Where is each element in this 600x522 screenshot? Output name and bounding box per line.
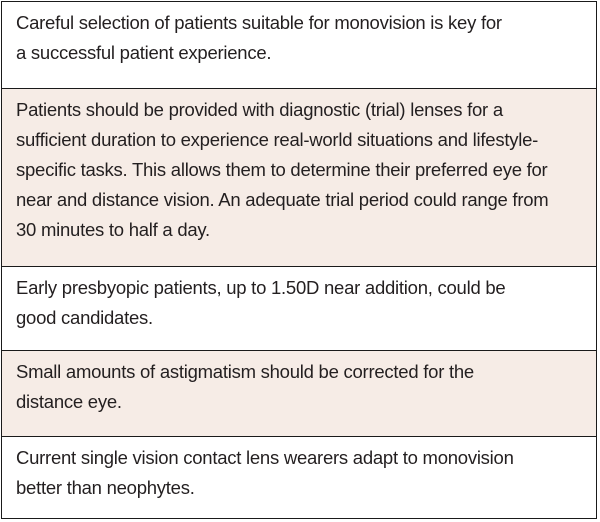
- row-text-line: a successful patient experience.: [16, 42, 272, 63]
- row-text-line: Small amounts of astigmatism should be corrected for the: [16, 361, 474, 382]
- row-text-line: specific tasks. This allows them to determine their preferred eye for: [16, 159, 548, 180]
- row-text-line: sufficient duration to experience real-world situations and lifestyle-: [16, 129, 539, 150]
- table-row: [2, 89, 596, 267]
- table-row: [2, 2, 596, 89]
- row-text-line: Current single vision contact lens wearers adapt to monovision: [16, 447, 514, 468]
- row-text-line: Careful selection of patients suitable for monovision is key for: [16, 12, 502, 33]
- row-text-line: good candidates.: [16, 307, 153, 328]
- row-text-line: distance eye.: [16, 391, 122, 412]
- table-row: [2, 267, 596, 351]
- row-text-line: near and distance vision. An adequate trial period could range from: [16, 189, 549, 210]
- row-text-line: Early presbyopic patients, up to 1.50D near addition, could be: [16, 277, 506, 298]
- row-text-line: better than neophytes.: [16, 477, 195, 498]
- table-row: [2, 351, 596, 437]
- table-row: [2, 437, 596, 518]
- row-text-line: Patients should be provided with diagnostic (trial) lenses for a: [16, 99, 503, 120]
- monovision-tips-table: [1, 1, 597, 519]
- row-text-line: 30 minutes to half a day.: [16, 219, 210, 240]
